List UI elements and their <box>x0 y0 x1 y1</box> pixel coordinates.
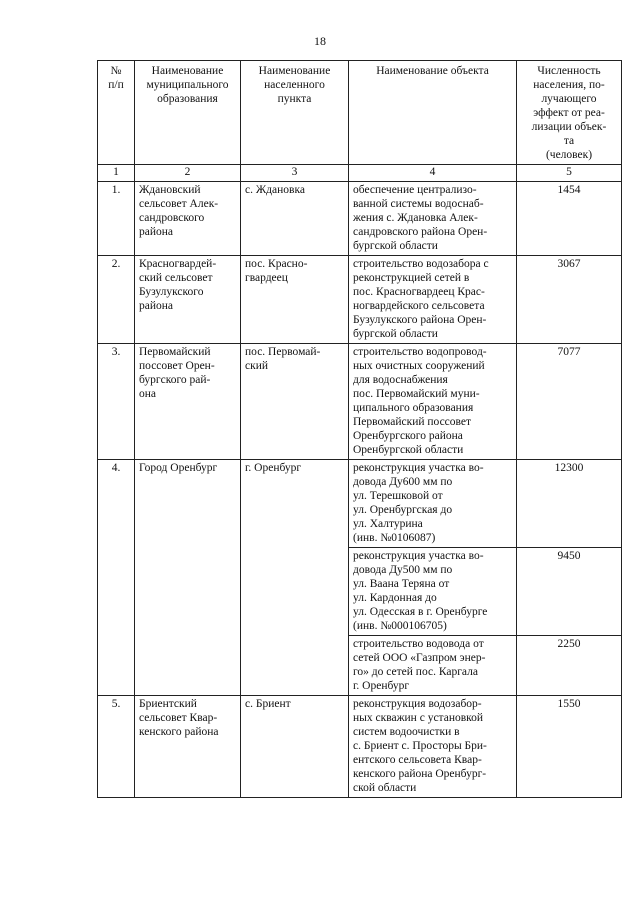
settlement-name: пос. Красно- гвардеец <box>241 256 349 344</box>
row-number: 3. <box>98 344 135 460</box>
object-name: реконструкция водозабор- ных скважин с установкой систем водоочистки в с. Бриент с. Просторы Бри- ентского сельсовета Квар- кенского района Оренбург- ской области <box>349 696 517 798</box>
population-count: 1454 <box>517 182 622 256</box>
column-number: 4 <box>349 165 517 182</box>
population-count: 1550 <box>517 696 622 798</box>
municipality-name: Город Оренбург <box>135 460 241 696</box>
column-number: 5 <box>517 165 622 182</box>
settlement-name: пос. Первомай- ский <box>241 344 349 460</box>
row-number: 4. <box>98 460 135 696</box>
header-object: Наименование объекта <box>349 61 517 165</box>
municipality-name: Бриентский сельсовет Квар- кенского района <box>135 696 241 798</box>
column-number-row <box>98 165 622 182</box>
table-row <box>98 344 622 460</box>
object-name: строительство водопровод- ных очистных сооружений для водоснабжения пос. Первомайский муни- ципального образования Первомайский поссовет Оренбургского района Оренбургской области <box>349 344 517 460</box>
row-number: 2. <box>98 256 135 344</box>
settlement-name: г. Оренбург <box>241 460 349 696</box>
row-number: 1. <box>98 182 135 256</box>
table-row <box>98 256 622 344</box>
settlement-name: с. Бриент <box>241 696 349 798</box>
header-municipality: Наименование муниципального образования <box>135 61 241 165</box>
population-count: 9450 <box>517 548 622 636</box>
population-count: 7077 <box>517 344 622 460</box>
object-name: реконструкция участка во- довода Ду500 мм по ул. Ваана Теряна от ул. Кардонная до ул. Одесская в г. Оренбурге (инв. №000106705) <box>349 548 517 636</box>
objects-table <box>97 60 622 798</box>
population-count: 3067 <box>517 256 622 344</box>
object-name: строительство водовода от сетей ООО «Газпром энер- го» до сетей пос. Каргала г. Оренбург <box>349 636 517 696</box>
header-number: № п/п <box>98 61 135 165</box>
settlement-name: с. Ждановка <box>241 182 349 256</box>
table-row <box>98 460 622 548</box>
population-count: 2250 <box>517 636 622 696</box>
page-number: 18 <box>314 34 326 48</box>
object-name: реконструкция участка во- довода Ду600 мм по ул. Терешковой от ул. Оренбургская до ул. Халтурина (инв. №0106087) <box>349 460 517 548</box>
municipality-name: Ждановский сельсовет Алек- сандровского района <box>135 182 241 256</box>
object-name: обеспечение централизо- ванной системы водоснаб- жения с. Ждановка Алек- сандровского района Орен- бургской области <box>349 182 517 256</box>
header-settlement: Наименование населенного пункта <box>241 61 349 165</box>
table-row <box>98 182 622 256</box>
column-number: 1 <box>98 165 135 182</box>
row-number: 5. <box>98 696 135 798</box>
table-row <box>98 696 622 798</box>
column-number: 3 <box>241 165 349 182</box>
header-row <box>98 61 622 165</box>
column-number: 2 <box>135 165 241 182</box>
table-body <box>98 182 622 798</box>
population-count: 12300 <box>517 460 622 548</box>
municipality-name: Красногвардей- ский сельсовет Бузулукского района <box>135 256 241 344</box>
header-population: Численность населения, по- лучающего эффект от реа- лизации объек- та (человек) <box>517 61 622 165</box>
municipality-name: Первомайский поссовет Орен- бургского рай- она <box>135 344 241 460</box>
object-name: строительство водозабора с реконструкцией сетей в пос. Красногвардеец Крас- ногвардейского сельсовета Бузулукского района Орен- бургской области <box>349 256 517 344</box>
